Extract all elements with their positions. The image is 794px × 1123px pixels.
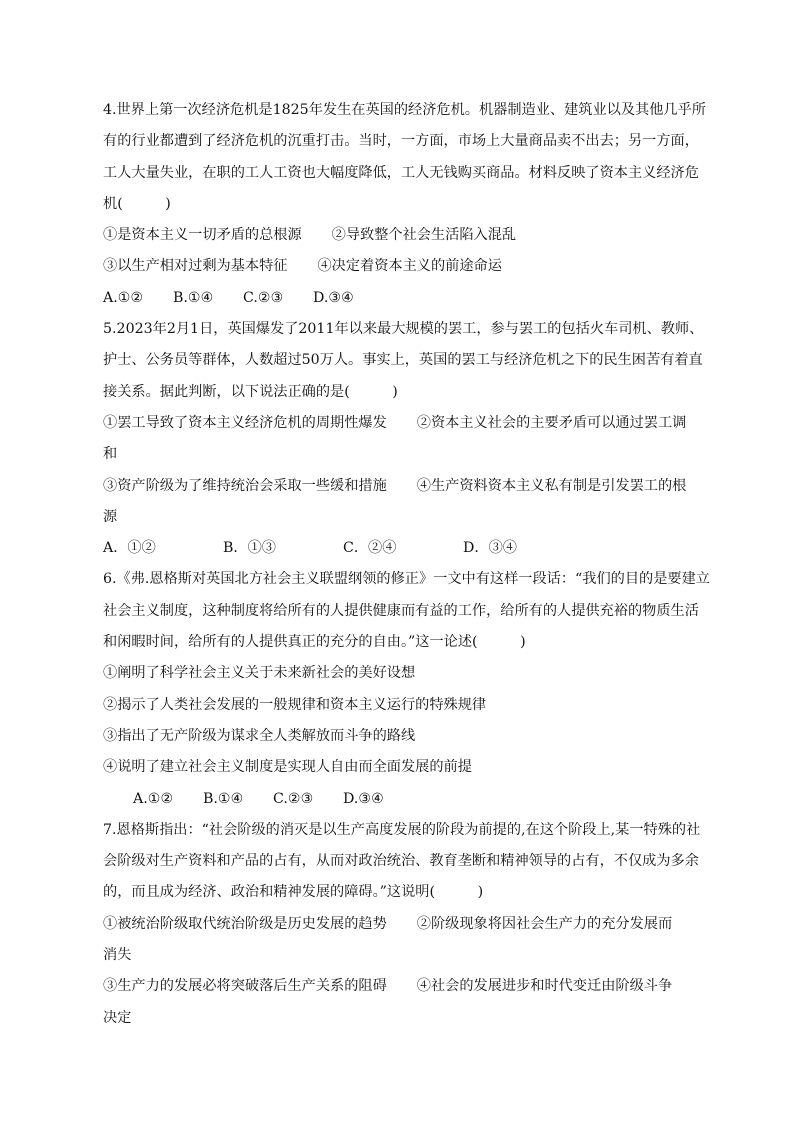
question-6-item-2: ②揭示了人类社会发展的一般规律和资本主义运行的特殊规律 (103, 696, 487, 713)
choice-b[interactable]: B．①③ (223, 540, 276, 557)
question-4-items-row-1 (103, 220, 703, 251)
question-6-stem-line-2: 社会主义制度，这种制度将给所有的人提供健康而有益的工作，给所有的人提供充裕的物质生活 (103, 602, 699, 619)
question-5-choices (103, 533, 703, 564)
question-5-items-row-2 (103, 471, 703, 502)
choice-b[interactable]: B.①④ (173, 289, 214, 306)
question-6-item-1: ①阐明了科学社会主义关于未来新社会的美好设想 (103, 665, 416, 682)
question-7-stem-line-1: 7.恩格斯指出：“社会阶级的消灭是以生产高度发展的阶段为前提的,在这个阶段上,某一特殊的社 (103, 821, 701, 838)
question-4-stem-line-4: 机( ) (103, 195, 171, 212)
question-7-items-row-2 (103, 971, 703, 1002)
question-4-stem-line-2: 有的行业都遭到了经济危机的沉重打击。当时，一方面，市场上大量商品卖不出去；另一方面， (103, 133, 699, 150)
question-7-item-4-wrap: 决定 (103, 1009, 132, 1026)
question-7-item-3: ③生产力的发展必将突破落后生产关系的阻碍 (103, 978, 387, 995)
question-4-items-row-2 (103, 251, 703, 282)
question-6-item-4: ④说明了建立社会主义制度是实现人自由而全面发展的前提 (103, 759, 472, 776)
question-6-stem-line-3: 和闲暇时间，给所有的人提供真正的充分的自由。”这一论述( ) (103, 634, 526, 651)
question-5-item-3: ③资产阶级为了维持统治会采取一些缓和措施 (103, 477, 387, 494)
question-5-items-row-1 (103, 408, 703, 439)
question-7-stem-line-2: 会阶级对生产资料和产品的占有，从而对政治统治、教育垄断和精神领导的占有，不仅成为多余 (103, 853, 699, 870)
question-4-item-2: ②导致整个社会生活陷入混乱 (331, 227, 517, 244)
question-4-item-4: ④决定着资本主义的前途命运 (317, 258, 502, 275)
choice-d[interactable]: D．③④ (463, 540, 517, 557)
choice-d[interactable]: D.③④ (343, 790, 384, 807)
question-6-stem-line-1: 6.《弗.恩格斯对英国北方社会主义联盟纲领的修正》一文中有这样一段话：“我们的目的是要建立 (103, 571, 710, 588)
question-5-item-4-wrap: 源 (103, 508, 118, 525)
question-6-item-3: ③指出了无产阶级为谋求全人类解放而斗争的路线 (103, 727, 416, 744)
question-6-choices (103, 784, 703, 815)
question-7 (103, 815, 703, 1034)
question-7-item-1: ①被统治阶级取代统治阶级是历史发展的趋势 (103, 915, 387, 932)
question-4 (103, 95, 706, 314)
choice-b[interactable]: B.①④ (203, 790, 244, 807)
question-4-item-3: ③以生产相对过剩为基本特征 (103, 258, 288, 275)
question-5-item-1: ①罢工导致了资本主义经济危机的周期性爆发 (103, 414, 387, 431)
question-5-item-2: ②资本主义社会的主要矛盾可以通过罢工调 (416, 414, 687, 431)
question-4-stem-line-3: 工人大量失业，在职的工人工资也大幅度降低，工人无钱购买商品。材料反映了资本主义经济危 (103, 164, 699, 181)
choice-c[interactable]: C.②③ (243, 289, 284, 306)
question-6 (103, 564, 710, 814)
question-5-stem-line-1: 5.2023年2月1日，英国爆发了2011年以来最大规模的罢工，参与罢工的包括火车司机、教师、 (103, 321, 704, 338)
question-5 (103, 314, 703, 564)
question-4-stem-line-1: 4.世界上第一次经济危机是1825年发生在英国的经济危机。机器制造业、建筑业以及其他几乎所 (103, 102, 706, 118)
choice-a[interactable]: A．①② (103, 540, 156, 557)
question-5-stem-line-2: 护士、公务员等群体，人数超过50万人。事实上，英国的罢工与经济危机之下的民生困苦有着直 (103, 352, 703, 369)
question-7-item-2: ②阶级现象将因社会生产力的充分发展而 (416, 915, 673, 932)
question-7-stem-line-3: 的，而且成为经济、政治和精神发展的障碍。”这说明( ) (103, 884, 484, 901)
question-7-items-row-1 (103, 909, 703, 940)
choice-a[interactable]: A.①② (103, 289, 144, 306)
choice-d[interactable]: D.③④ (313, 289, 354, 306)
question-7-item-2-wrap: 消失 (103, 947, 132, 964)
question-7-item-4: ④社会的发展进步和时代变迁由阶级斗争 (416, 978, 673, 995)
question-5-item-4: ④生产资料资本主义私有制是引发罢工的根 (416, 477, 687, 494)
question-list (103, 95, 710, 1034)
choice-a[interactable]: A.①② (133, 790, 174, 807)
choice-c[interactable]: C.②③ (273, 790, 314, 807)
question-4-item-1: ①是资本主义一切矛盾的总根源 (103, 227, 302, 244)
question-4-choices (103, 283, 703, 314)
choice-c[interactable]: C．②④ (343, 540, 397, 557)
question-5-item-2-wrap: 和 (103, 446, 118, 463)
question-5-stem-line-3: 接关系。据此判断，以下说法正确的是( ) (103, 383, 398, 400)
